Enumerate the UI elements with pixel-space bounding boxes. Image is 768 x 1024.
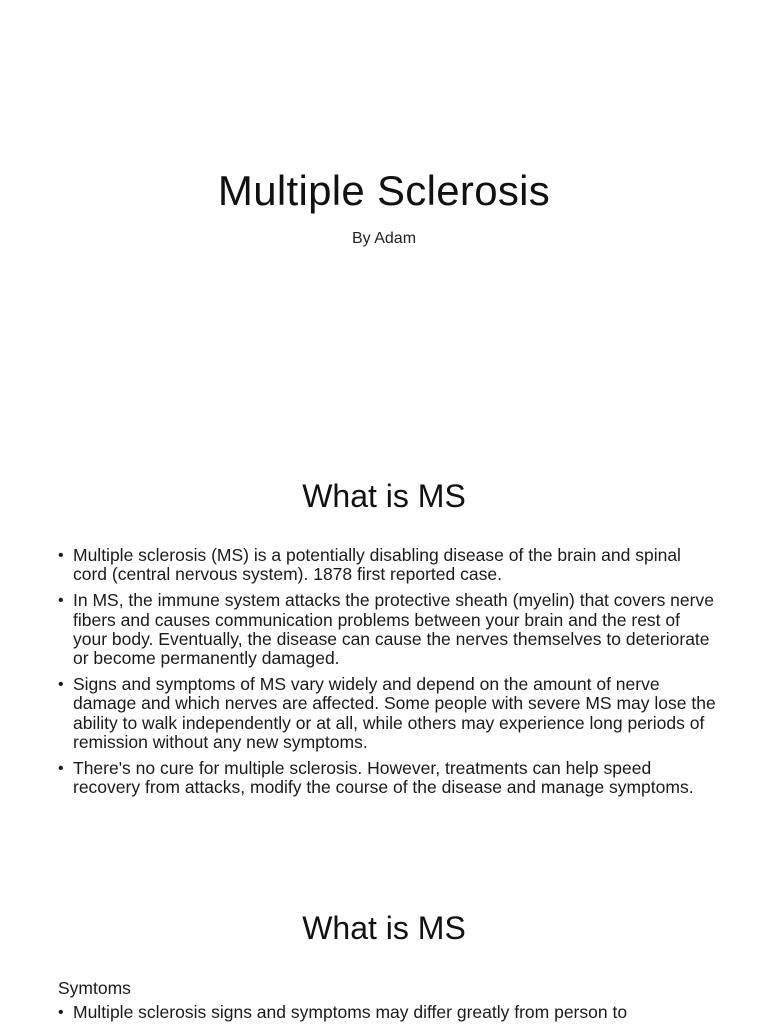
- what-is-ms-slide: [0, 432, 768, 864]
- presentation-author: By Adam: [351, 230, 417, 247]
- slide-title: What is MS: [302, 478, 466, 514]
- bullet-icon: •: [58, 676, 64, 694]
- bullet-icon: •: [58, 1004, 64, 1021]
- slide-title: What is MS: [302, 910, 466, 946]
- bullet-text: In MS, the immune system attacks the protective sheath (myelin) that covers nerve fibers and causes communication problems between your brain and the rest of your body. Eventually, the disease can cause the nerves themselves to deteriorate or become permanently damaged.: [73, 590, 714, 669]
- bullet-icon: •: [58, 592, 64, 610]
- bullet-text: Multiple sclerosis (MS) is a potentially disabling disease of the brain and spinal cord (central nervous system). 1878 first reported case.: [73, 545, 681, 585]
- list-item: [58, 546, 718, 584]
- symptoms-slide: [0, 864, 768, 1024]
- bullet-list: [58, 546, 718, 804]
- list-item: [58, 1003, 718, 1022]
- bullet-icon: •: [58, 760, 64, 778]
- presentation-title: Multiple Sclerosis: [217, 167, 551, 214]
- title-slide: [0, 0, 768, 432]
- section-label: Symtoms: [58, 978, 131, 998]
- bullet-icon: •: [58, 547, 64, 564]
- list-item: [58, 675, 718, 752]
- bullet-text: Multiple sclerosis signs and symptoms may differ greatly from person to: [73, 1002, 628, 1022]
- list-item: [58, 591, 718, 668]
- bullet-text: Signs and symptoms of MS vary widely and depend on the amount of nerve damage and which nerves are affected. Some people with severe MS may lose the ability to walk independently or at all, while others may experience long periods of remission without any new symptoms.: [73, 674, 716, 752]
- list-item: [58, 759, 718, 797]
- bullet-text: There's no cure for multiple sclerosis. However, treatments can help speed recovery from attacks, modify the course of the disease and manage symptoms.: [73, 758, 694, 798]
- bullet-list: [58, 1003, 718, 1024]
